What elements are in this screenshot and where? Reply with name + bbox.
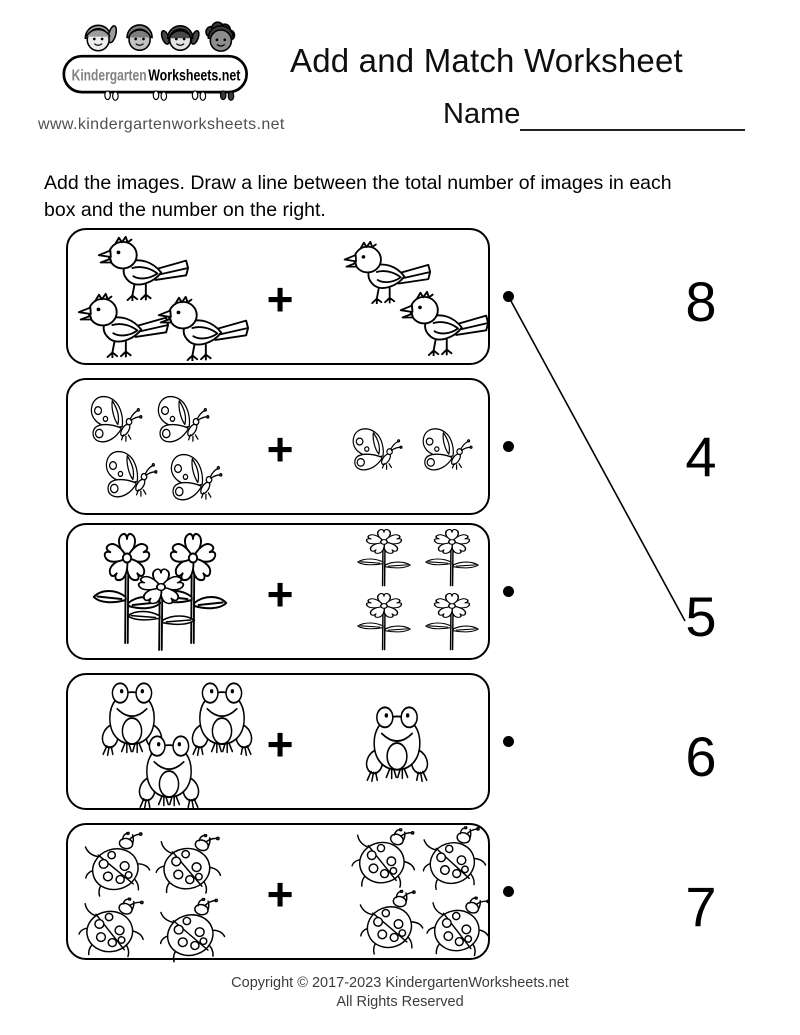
butterfly-icon [417, 422, 477, 480]
kid-4-avatar [206, 22, 235, 51]
match-dot[interactable] [503, 736, 514, 747]
footer-copyright: Copyright © 2017-2023 KindergartenWorksheets.net [231, 975, 569, 991]
addition-box-row [66, 673, 526, 810]
addend-right-group [332, 675, 490, 812]
name-blank-line[interactable] [520, 99, 745, 131]
brand-text-black: Worksheets.net [148, 67, 241, 85]
match-number[interactable]: 7 [685, 875, 717, 938]
match-number[interactable]: 4 [685, 425, 717, 488]
ladybug-icon [424, 892, 497, 965]
addend-right-group [332, 380, 490, 517]
addition-box-row [66, 228, 526, 365]
butterfly-icon [100, 444, 162, 508]
match-dot[interactable] [503, 441, 514, 452]
ladybug-icon [420, 825, 490, 895]
match-dot[interactable] [503, 586, 514, 597]
butterfly-icon [165, 447, 227, 511]
bird-icon [396, 290, 490, 356]
match-dot[interactable] [503, 886, 514, 897]
ladybug-icon [154, 831, 226, 902]
ladybug-icon [349, 824, 421, 896]
instructions [44, 170, 672, 224]
instructions-line-1: Add the images. Draw a line between the total number of images in each [44, 172, 672, 194]
plus-sign: + [266, 272, 294, 325]
kid-3-avatar [160, 26, 200, 51]
name-label: Name [443, 98, 521, 130]
bird-icon [154, 295, 250, 361]
ladybug-icon [156, 896, 229, 968]
addition-box-row [66, 523, 526, 660]
addition-box [66, 523, 490, 660]
frog-icon [135, 734, 203, 810]
plus-sign: + [266, 422, 294, 475]
name-row [443, 98, 745, 131]
brand-logo [36, 14, 276, 114]
flower-icon [124, 567, 198, 659]
ladybug-icon [76, 893, 151, 966]
ladybug-icon [356, 888, 429, 961]
instructions-line-2: box and the number on the right. [44, 199, 326, 221]
match-dot[interactable] [503, 291, 514, 302]
brand-url: www.kindergartenworksheets.net [38, 116, 285, 133]
addend-right-group [332, 825, 490, 962]
plus-sign: + [266, 867, 294, 920]
match-number[interactable]: 8 [685, 270, 717, 333]
addition-box-row [66, 378, 526, 515]
addition-box [66, 228, 490, 365]
plus-sign: + [266, 567, 294, 620]
flower-icon [423, 592, 481, 656]
addition-box-row [66, 823, 526, 960]
match-number[interactable]: 5 [685, 585, 717, 648]
brand-text-gray: Kindergarten [71, 67, 147, 85]
plus-sign: + [266, 717, 294, 770]
kid-2-avatar [127, 25, 152, 50]
flower-icon [423, 528, 481, 592]
page-title: Add and Match Worksheet [290, 42, 683, 79]
footer-rights: All Rights Reserved [336, 994, 464, 1010]
flower-icon [355, 592, 413, 656]
butterfly-icon [347, 422, 407, 480]
addend-right-group [332, 525, 490, 662]
addition-box [66, 823, 490, 960]
addend-right-group [332, 230, 490, 367]
ladybug-icon [81, 830, 156, 903]
match-number[interactable]: 6 [685, 725, 717, 788]
frog-icon [362, 705, 432, 783]
addition-box [66, 673, 490, 810]
addition-box [66, 378, 490, 515]
flower-icon [355, 528, 413, 592]
